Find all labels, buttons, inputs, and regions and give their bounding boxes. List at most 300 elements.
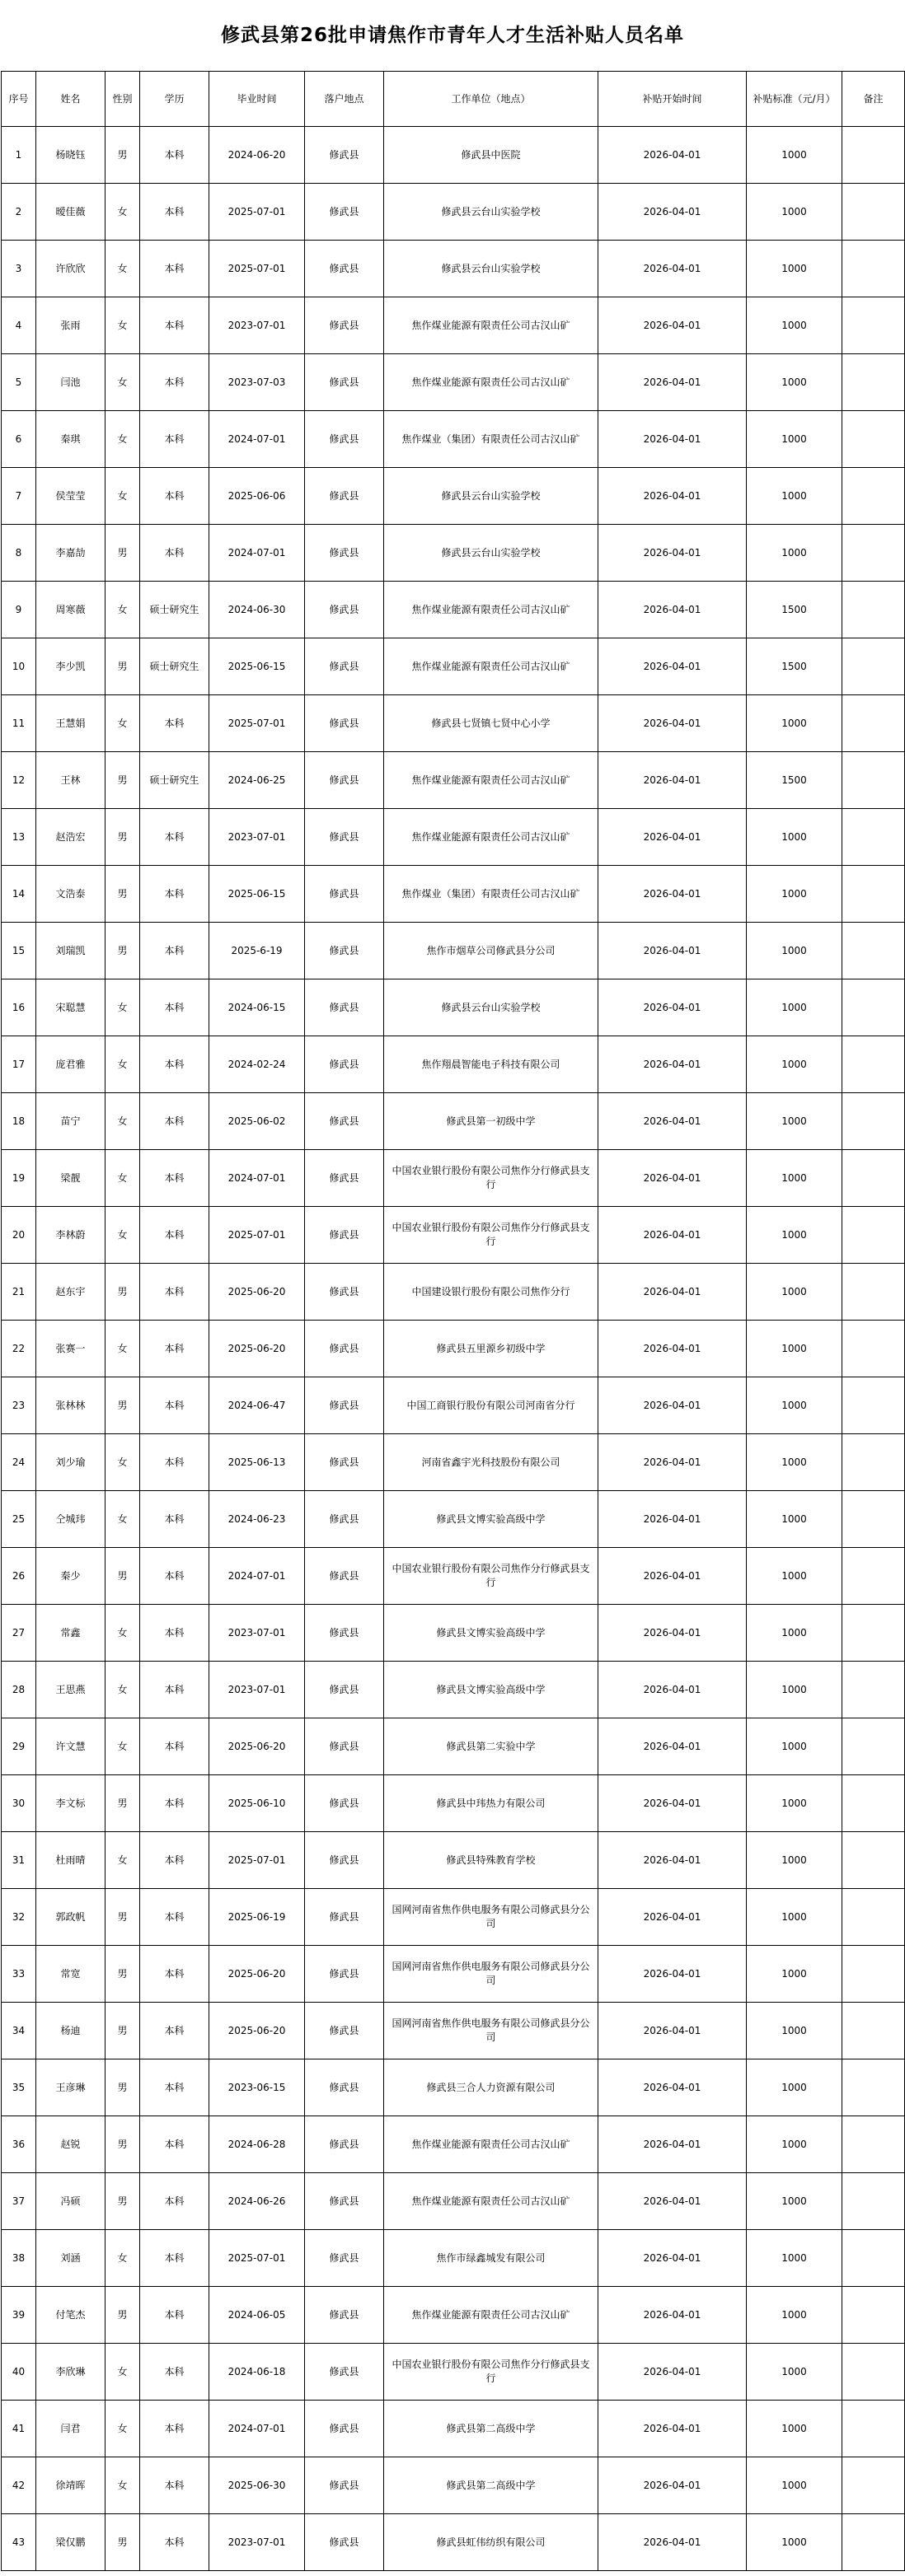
name-cell: 杨晓钰 (36, 127, 106, 184)
table-row (2, 695, 905, 752)
graduation-date-cell: 2024-07-01 (209, 1150, 305, 1207)
subsidy-start-cell: 2026-04-01 (598, 1605, 747, 1662)
education-cell: 本科 (140, 1889, 209, 1946)
workplace-cell: 焦作煤业能源有限责任公司古汉山矿 (384, 2287, 598, 2344)
serial-number-cell: 4 (2, 297, 36, 354)
subsidy-amount-cell: 1500 (747, 638, 842, 695)
subsidy-amount-cell: 1500 (747, 752, 842, 809)
settlement-place-cell: 修武县 (305, 525, 384, 582)
name-cell: 秦琪 (36, 411, 106, 468)
subsidy-start-cell: 2026-04-01 (598, 1946, 747, 2003)
subsidy-start-cell: 2026-04-01 (598, 1264, 747, 1321)
table-row (2, 1150, 905, 1207)
subsidy-start-cell: 2026-04-01 (598, 752, 747, 809)
table-row (2, 1264, 905, 1321)
serial-number-cell: 27 (2, 1605, 36, 1662)
subsidy-amount-cell: 1000 (747, 2401, 842, 2457)
graduation-date-cell: 2025-06-30 (209, 2457, 305, 2514)
subsidy-amount-cell: 1000 (747, 2003, 842, 2059)
remarks-cell (842, 468, 905, 525)
subsidy-amount-cell: 1000 (747, 297, 842, 354)
serial-number-cell: 14 (2, 866, 36, 923)
settlement-place-cell: 修武县 (305, 979, 384, 1036)
gender-cell: 女 (106, 1832, 140, 1889)
gender-cell: 女 (106, 1718, 140, 1775)
remarks-cell (842, 127, 905, 184)
subsidy-amount-cell: 1000 (747, 354, 842, 411)
gender-cell: 男 (106, 638, 140, 695)
workplace-cell: 焦作煤业能源有限责任公司古汉山矿 (384, 809, 598, 866)
serial-number-cell: 20 (2, 1207, 36, 1264)
name-cell: 张赛一 (36, 1321, 106, 1377)
graduation-date-cell: 2025-06-20 (209, 1264, 305, 1321)
table-row (2, 809, 905, 866)
remarks-cell (842, 297, 905, 354)
subsidy-start-cell: 2026-04-01 (598, 184, 747, 241)
settlement-place-cell: 修武县 (305, 241, 384, 297)
name-cell: 赵东宇 (36, 1264, 106, 1321)
table-row (2, 2457, 905, 2514)
settlement-place-cell: 修武县 (305, 1207, 384, 1264)
settlement-place-cell: 修武县 (305, 2344, 384, 2401)
subsidy-amount-cell: 1000 (747, 1718, 842, 1775)
table-row (2, 468, 905, 525)
gender-cell: 女 (106, 979, 140, 1036)
workplace-cell: 焦作翔晨智能电子科技有限公司 (384, 1036, 598, 1093)
workplace-cell: 中国工商银行股份有限公司河南省分行 (384, 1377, 598, 1434)
education-cell: 本科 (140, 525, 209, 582)
subsidy-amount-cell: 1000 (747, 2230, 842, 2287)
table-row (2, 127, 905, 184)
graduation-date-cell: 2025-07-01 (209, 184, 305, 241)
education-cell: 本科 (140, 866, 209, 923)
serial-number-cell: 35 (2, 2059, 36, 2116)
name-cell: 周寒薇 (36, 582, 106, 638)
graduation-date-cell: 2023-07-01 (209, 809, 305, 866)
gender-cell: 女 (106, 2230, 140, 2287)
subsidy-amount-cell: 1000 (747, 1605, 842, 1662)
workplace-cell: 修武县云台山实验学校 (384, 979, 598, 1036)
subsidy-start-cell: 2026-04-01 (598, 2173, 747, 2230)
education-cell: 本科 (140, 923, 209, 979)
table-row (2, 1605, 905, 1662)
settlement-place-cell: 修武县 (305, 1889, 384, 1946)
graduation-date-cell: 2025-06-20 (209, 2003, 305, 2059)
subsidy-amount-cell: 1000 (747, 2344, 842, 2401)
education-cell: 本科 (140, 2003, 209, 2059)
subsidy-amount-cell: 1000 (747, 468, 842, 525)
name-cell: 张雨 (36, 297, 106, 354)
workplace-cell: 修武县云台山实验学校 (384, 525, 598, 582)
subsidy-amount-cell: 1000 (747, 923, 842, 979)
education-cell: 本科 (140, 2344, 209, 2401)
workplace-cell: 修武县文博实验高级中学 (384, 1662, 598, 1718)
name-cell: 文浩泰 (36, 866, 106, 923)
name-cell: 赵锐 (36, 2116, 106, 2173)
name-cell: 王慧娟 (36, 695, 106, 752)
education-cell: 本科 (140, 184, 209, 241)
education-cell: 硕士研究生 (140, 582, 209, 638)
remarks-cell (842, 1832, 905, 1889)
name-cell: 许文慧 (36, 1718, 106, 1775)
subsidy-start-cell: 2026-04-01 (598, 695, 747, 752)
gender-cell: 男 (106, 525, 140, 582)
subsidy-start-cell: 2026-04-01 (598, 866, 747, 923)
serial-number-cell: 10 (2, 638, 36, 695)
subsidy-start-cell: 2026-04-01 (598, 1889, 747, 1946)
settlement-place-cell: 修武县 (305, 1264, 384, 1321)
name-cell: 苗宁 (36, 1093, 106, 1150)
table-row (2, 2344, 905, 2401)
gender-cell: 男 (106, 752, 140, 809)
graduation-date-cell: 2025-07-01 (209, 2230, 305, 2287)
serial-number-cell: 30 (2, 1775, 36, 1832)
name-cell: 王林 (36, 752, 106, 809)
subsidy-amount-cell: 1000 (747, 127, 842, 184)
remarks-cell (842, 582, 905, 638)
graduation-date-cell: 2025-07-01 (209, 241, 305, 297)
serial-number-cell: 13 (2, 809, 36, 866)
graduation-date-cell: 2025-06-02 (209, 1093, 305, 1150)
settlement-place-cell: 修武县 (305, 1377, 384, 1434)
subsidy-amount-cell: 1000 (747, 1662, 842, 1718)
subsidy-start-cell: 2026-04-01 (598, 1832, 747, 1889)
settlement-place-cell: 修武县 (305, 866, 384, 923)
remarks-cell (842, 241, 905, 297)
subsidy-amount-cell: 1000 (747, 809, 842, 866)
education-cell: 本科 (140, 2287, 209, 2344)
workplace-cell: 焦作煤业能源有限责任公司古汉山矿 (384, 354, 598, 411)
graduation-date-cell: 2024-06-23 (209, 1491, 305, 1548)
subsidy-start-cell: 2026-04-01 (598, 2230, 747, 2287)
settlement-place-cell: 修武县 (305, 1662, 384, 1718)
subsidy-amount-cell: 1000 (747, 1434, 842, 1491)
subsidy-amount-cell: 1000 (747, 979, 842, 1036)
serial-number-cell: 32 (2, 1889, 36, 1946)
workplace-cell: 焦作煤业能源有限责任公司古汉山矿 (384, 297, 598, 354)
serial-number-cell: 43 (2, 2514, 36, 2571)
table-row (2, 2287, 905, 2344)
gender-cell: 女 (106, 1207, 140, 1264)
table-row (2, 2230, 905, 2287)
table-row (2, 354, 905, 411)
table-row (2, 1548, 905, 1605)
serial-number-cell: 19 (2, 1150, 36, 1207)
name-cell: 闫池 (36, 354, 106, 411)
gender-cell: 女 (106, 1093, 140, 1150)
table-row (2, 2401, 905, 2457)
workplace-cell: 焦作市烟草公司修武县分公司 (384, 923, 598, 979)
settlement-place-cell: 修武县 (305, 468, 384, 525)
gender-cell: 女 (106, 2401, 140, 2457)
gender-cell: 男 (106, 1548, 140, 1605)
settlement-place-cell: 修武县 (305, 1434, 384, 1491)
graduation-date-cell: 2025-07-01 (209, 695, 305, 752)
remarks-cell (842, 866, 905, 923)
settlement-place-cell: 修武县 (305, 695, 384, 752)
remarks-cell (842, 1321, 905, 1377)
settlement-place-cell: 修武县 (305, 2230, 384, 2287)
table-row (2, 1946, 905, 2003)
name-cell: 李林蔚 (36, 1207, 106, 1264)
subsidy-amount-cell: 1000 (747, 184, 842, 241)
graduation-date-cell: 2025-06-15 (209, 638, 305, 695)
graduation-date-cell: 2024-06-25 (209, 752, 305, 809)
gender-cell: 女 (106, 241, 140, 297)
gender-cell: 女 (106, 354, 140, 411)
graduation-date-cell: 2023-06-15 (209, 2059, 305, 2116)
name-cell: 刘瑞凯 (36, 923, 106, 979)
subsidy-start-cell: 2026-04-01 (598, 1321, 747, 1377)
table-row (2, 241, 905, 297)
settlement-place-cell: 修武县 (305, 127, 384, 184)
education-cell: 本科 (140, 297, 209, 354)
table-row (2, 2173, 905, 2230)
remarks-cell (842, 1548, 905, 1605)
table-row (2, 2003, 905, 2059)
workplace-cell: 焦作煤业（集团）有限责任公司古汉山矿 (384, 411, 598, 468)
subsidy-start-cell: 2026-04-01 (598, 1434, 747, 1491)
settlement-place-cell: 修武县 (305, 297, 384, 354)
remarks-cell (842, 354, 905, 411)
remarks-cell (842, 638, 905, 695)
subsidy-start-cell: 2026-04-01 (598, 2401, 747, 2457)
table-body (2, 127, 905, 2571)
remarks-cell (842, 2059, 905, 2116)
education-cell: 本科 (140, 1605, 209, 1662)
settlement-place-cell: 修武县 (305, 2514, 384, 2571)
graduation-date-cell: 2024-06-47 (209, 1377, 305, 1434)
subsidy-start-cell: 2026-04-01 (598, 1491, 747, 1548)
serial-number-cell: 36 (2, 2116, 36, 2173)
subsidy-amount-cell: 1000 (747, 1093, 842, 1150)
gender-cell: 女 (106, 184, 140, 241)
gender-cell: 女 (106, 1491, 140, 1548)
subsidy-amount-cell: 1000 (747, 2514, 842, 2571)
name-cell: 冯硕 (36, 2173, 106, 2230)
subsidy-amount-cell: 1000 (747, 1491, 842, 1548)
remarks-cell (842, 1434, 905, 1491)
settlement-place-cell: 修武县 (305, 1605, 384, 1662)
education-cell: 本科 (140, 2173, 209, 2230)
workplace-cell: 修武县中医院 (384, 127, 598, 184)
subsidy-start-cell: 2026-04-01 (598, 1548, 747, 1605)
workplace-cell: 焦作市绿鑫城发有限公司 (384, 2230, 598, 2287)
settlement-place-cell: 修武县 (305, 2059, 384, 2116)
serial-number-cell: 38 (2, 2230, 36, 2287)
workplace-cell: 修武县第二高级中学 (384, 2401, 598, 2457)
settlement-place-cell: 修武县 (305, 1491, 384, 1548)
subsidy-amount-cell: 1000 (747, 2116, 842, 2173)
graduation-date-cell: 2025-07-01 (209, 1207, 305, 1264)
remarks-cell (842, 525, 905, 582)
gender-cell: 男 (106, 1775, 140, 1832)
education-cell: 硕士研究生 (140, 638, 209, 695)
serial-number-cell: 5 (2, 354, 36, 411)
subsidy-start-cell: 2026-04-01 (598, 241, 747, 297)
gender-cell: 男 (106, 1264, 140, 1321)
graduation-date-cell: 2025-06-20 (209, 1321, 305, 1377)
settlement-place-cell: 修武县 (305, 2457, 384, 2514)
table-row (2, 1093, 905, 1150)
gender-cell: 女 (106, 2457, 140, 2514)
remarks-cell (842, 695, 905, 752)
serial-number-cell: 26 (2, 1548, 36, 1605)
subsidy-start-cell: 2026-04-01 (598, 468, 747, 525)
workplace-cell: 中国农业银行股份有限公司焦作分行修武县支行 (384, 2344, 598, 2401)
table-row (2, 1662, 905, 1718)
column-header: 补贴标准（元/月） (747, 72, 842, 127)
subsidy-amount-cell: 1000 (747, 241, 842, 297)
subsidy-amount-cell: 1000 (747, 1889, 842, 1946)
settlement-place-cell: 修武县 (305, 582, 384, 638)
settlement-place-cell: 修武县 (305, 752, 384, 809)
subsidy-amount-cell: 1000 (747, 1775, 842, 1832)
serial-number-cell: 42 (2, 2457, 36, 2514)
education-cell: 本科 (140, 2514, 209, 2571)
gender-cell: 女 (106, 1036, 140, 1093)
subsidy-amount-cell: 1000 (747, 1321, 842, 1377)
graduation-date-cell: 2024-06-20 (209, 127, 305, 184)
name-cell: 暧佳薇 (36, 184, 106, 241)
name-cell: 宋聪慧 (36, 979, 106, 1036)
subsidy-start-cell: 2026-04-01 (598, 354, 747, 411)
graduation-date-cell: 2024-07-01 (209, 411, 305, 468)
subsidy-start-cell: 2026-04-01 (598, 2116, 747, 2173)
education-cell: 本科 (140, 1377, 209, 1434)
workplace-cell: 修武县文博实验高级中学 (384, 1491, 598, 1548)
gender-cell: 女 (106, 297, 140, 354)
serial-number-cell: 16 (2, 979, 36, 1036)
table-row (2, 1036, 905, 1093)
subsidy-start-cell: 2026-04-01 (598, 1377, 747, 1434)
name-cell: 郭政帆 (36, 1889, 106, 1946)
graduation-date-cell: 2025-06-15 (209, 866, 305, 923)
table-row (2, 923, 905, 979)
graduation-date-cell: 2025-06-19 (209, 1889, 305, 1946)
education-cell: 本科 (140, 127, 209, 184)
table-row (2, 184, 905, 241)
name-cell: 李文标 (36, 1775, 106, 1832)
graduation-date-cell: 2023-07-01 (209, 1662, 305, 1718)
remarks-cell (842, 2230, 905, 2287)
name-cell: 杨迪 (36, 2003, 106, 2059)
workplace-cell: 修武县云台山实验学校 (384, 184, 598, 241)
gender-cell: 女 (106, 1662, 140, 1718)
education-cell: 本科 (140, 354, 209, 411)
name-cell: 许欣欣 (36, 241, 106, 297)
education-cell: 本科 (140, 1548, 209, 1605)
settlement-place-cell: 修武县 (305, 2401, 384, 2457)
education-cell: 本科 (140, 1036, 209, 1093)
remarks-cell (842, 1775, 905, 1832)
graduation-date-cell: 2023-07-01 (209, 297, 305, 354)
serial-number-cell: 37 (2, 2173, 36, 2230)
workplace-cell: 国网河南省焦作供电服务有限公司修武县分公司 (384, 1946, 598, 2003)
education-cell: 本科 (140, 468, 209, 525)
subsidy-start-cell: 2026-04-01 (598, 525, 747, 582)
subsidy-start-cell: 2026-04-01 (598, 2287, 747, 2344)
remarks-cell (842, 1264, 905, 1321)
name-cell: 杜雨晴 (36, 1832, 106, 1889)
remarks-cell (842, 1150, 905, 1207)
workplace-cell: 中国农业银行股份有限公司焦作分行修武县支行 (384, 1207, 598, 1264)
remarks-cell (842, 2003, 905, 2059)
remarks-cell (842, 2514, 905, 2571)
workplace-cell: 中国农业银行股份有限公司焦作分行修武县支行 (384, 1548, 598, 1605)
settlement-place-cell: 修武县 (305, 411, 384, 468)
gender-cell: 男 (106, 2287, 140, 2344)
workplace-cell: 中国农业银行股份有限公司焦作分行修武县支行 (384, 1150, 598, 1207)
table-row (2, 866, 905, 923)
table-row (2, 525, 905, 582)
remarks-cell (842, 2344, 905, 2401)
table-row (2, 1377, 905, 1434)
gender-cell: 女 (106, 1434, 140, 1491)
subsidy-amount-cell: 1000 (747, 1832, 842, 1889)
education-cell: 本科 (140, 1321, 209, 1377)
workplace-cell: 修武县第二高级中学 (384, 2457, 598, 2514)
table-row (2, 1434, 905, 1491)
table-row (2, 1775, 905, 1832)
column-header: 补贴开始时间 (598, 72, 747, 127)
education-cell: 本科 (140, 2230, 209, 2287)
graduation-date-cell: 2023-07-01 (209, 2514, 305, 2571)
gender-cell: 男 (106, 1946, 140, 2003)
graduation-date-cell: 2024-07-01 (209, 525, 305, 582)
subsidy-start-cell: 2026-04-01 (598, 1207, 747, 1264)
name-cell: 侯莹莹 (36, 468, 106, 525)
page-title: 修武县第26批申请焦作市青年人才生活补贴人员名单 (220, 25, 684, 46)
remarks-cell (842, 184, 905, 241)
serial-number-cell: 29 (2, 1718, 36, 1775)
table-row (2, 752, 905, 809)
remarks-cell (842, 1662, 905, 1718)
column-header: 性别 (106, 72, 140, 127)
table-row (2, 1889, 905, 1946)
graduation-date-cell: 2025-6-19 (209, 923, 305, 979)
education-cell: 本科 (140, 1718, 209, 1775)
table-row (2, 2059, 905, 2116)
remarks-cell (842, 2457, 905, 2514)
serial-number-cell: 2 (2, 184, 36, 241)
remarks-cell (842, 1718, 905, 1775)
gender-cell: 女 (106, 2344, 140, 2401)
name-cell: 王彦琳 (36, 2059, 106, 2116)
column-header: 备注 (842, 72, 905, 127)
remarks-cell (842, 809, 905, 866)
column-header: 序号 (2, 72, 36, 127)
subsidy-start-cell: 2026-04-01 (598, 809, 747, 866)
workplace-cell: 焦作煤业能源有限责任公司古汉山矿 (384, 582, 598, 638)
subsidy-start-cell: 2026-04-01 (598, 127, 747, 184)
subsidy-amount-cell: 1000 (747, 525, 842, 582)
column-header: 毕业时间 (209, 72, 305, 127)
education-cell: 本科 (140, 2059, 209, 2116)
graduation-date-cell: 2024-06-28 (209, 2116, 305, 2173)
workplace-cell: 修武县文博实验高级中学 (384, 1605, 598, 1662)
workplace-cell: 焦作煤业能源有限责任公司古汉山矿 (384, 2173, 598, 2230)
settlement-place-cell: 修武县 (305, 2173, 384, 2230)
table-row (2, 2514, 905, 2571)
remarks-cell (842, 1889, 905, 1946)
name-cell: 闫君 (36, 2401, 106, 2457)
table-row (2, 582, 905, 638)
subsidy-start-cell: 2026-04-01 (598, 638, 747, 695)
remarks-cell (842, 1491, 905, 1548)
graduation-date-cell: 2024-06-30 (209, 582, 305, 638)
graduation-date-cell: 2024-02-24 (209, 1036, 305, 1093)
